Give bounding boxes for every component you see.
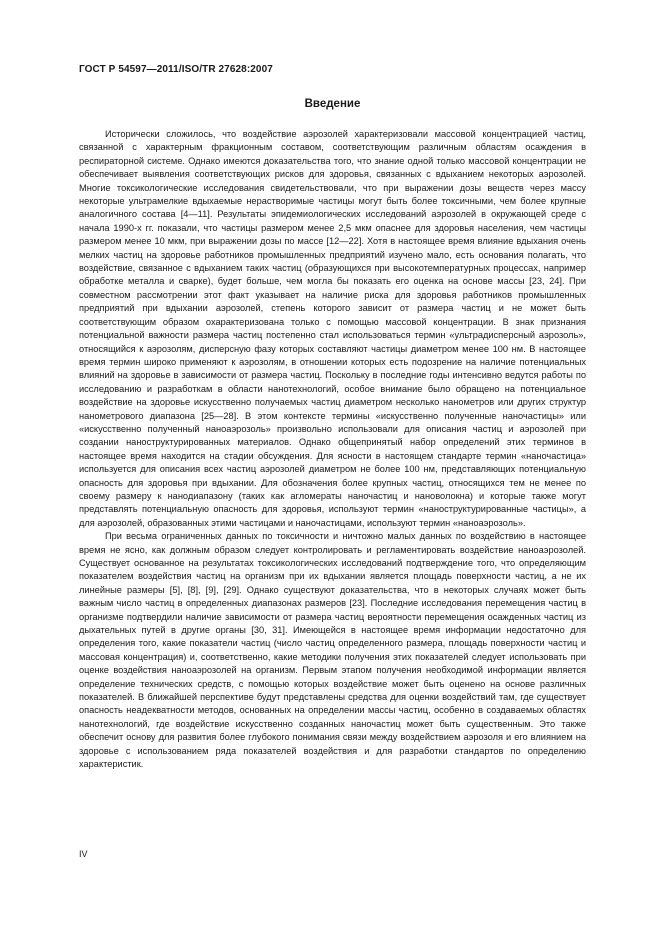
paragraph: При весьма ограниченных данных по токсичности и ничтожно малых данных по воздействию в настоящее время не ясно, как должным образом следует контролировать и регламентировать воздействие наноаэрозолей. Существует основанное на результатах токсикологических исследований подтверждение того, что определяющим показателем воздействия частиц на организм при их вдыхании является площадь поверхности частиц, а не их линейные размеры [5], [8], [9], [29]. Однако существуют доказательства, что в некоторых случаях может быть важным число частиц в определенных диапазонах размеров [23]. Последние исследования перемещения частиц в организме подтвердили наличие зависимости от размера частиц вероятности перемещения осажденных частиц из дыхательных путей в другие органы [30, 31]. Имеющейся в настоящее время информации недостаточно для определения того, какие показатели частиц (число частиц определенного размера, площадь поверхности частиц и массовая концентрация) и, соответственно, какие методики получения этих показателей следует использовать при оценке воздействия наноаэрозолей на организм. Первым этапом получения необходимой информации является определение технических средств, с помощью которых воздействие может быть оценено на основе различных показателей. В ближайшей перспективе будут представлены средства для оценки воздействий там, где существует опасность неадекватности методов, основанных на определении массы частиц, особенно в создаваемых областях нанотехнологий, где воздействие искусственно созданных наночастиц может быть существенным. Это также обеспечит основу для развития более глубокого понимания связи между воздействием аэрозоля и его влиянием на здоровье с использованием ряда показателей воздействия и для разработки стандартов по определению характеристик. bbox=[79, 531, 586, 770]
document-header: ГОСТ Р 54597—2011/ISO/TR 27628:2007 bbox=[79, 64, 273, 75]
body-text bbox=[79, 128, 586, 772]
paragraph: Исторически сложилось, что воздействие аэрозолей характеризовали массовой концентрацией частиц, связанной с характерным фракционным составом, соответствующим различным областям осаждения в респираторной системе. Однако имеются доказательства того, что знание одной только массовой концентрации не обеспечивает выявления соответствующих рисков для здоровья, связанных с вдыханием некоторых аэрозолей. Многие токсикологические исследования свидетельствовали, что при выражении дозы веществ через массу некоторые ультрамелкие вдыхаемые нерастворимые частицы могут быть более токсичными, чем более крупные аналогичного состава [4—11]. Результаты эпидемиологических исследований аэрозолей в окружающей среде с начала 1990-х гг. показали, что частицы размером менее 2,5 мкм опаснее для здоровья населения, чем частицы размером менее 10 мкм, при выражении дозы по массе [12—22]. Хотя в настоящее время влияние вдыхания очень мелких частиц на здоровье работников промышленных предприятий изучено мало, есть основания полагать, что воздействие, связанное с вдыханием таких частиц (образующихся при высокотемпературных процессах, например обработке металла и сварке), будет больше, чем могла бы показать его оценка на основе массы [23, 24]. При совместном рассмотрении этот факт указывает на наличие риска для здоровья работников промышленных предприятий при вдыхании аэрозолей, степень которого зависит от размера частиц и не может быть соответствующим образом охарактеризована только с помощью массовой концентрации. В знак признания потенциальной важности размера частиц постепенно стал использоваться термин «ультрадисперсный аэрозоль», относящийся к аэрозолям, дисперсную фазу которых составляют частицы диаметром менее 100 нм. В настоящее время термин широко применяют к аэрозолям, в отношении которых есть подозрение на наличие потенциальных влияний на здоровье в зависимости от размера частиц. Поскольку в последние годы интенсивно ведутся работы по исследованию и разработкам в области нанотехнологий, особое внимание было обращено на потенциальное воздействие на здоровье искусственно получаемых частиц диаметром несколько нанометров или других структур нанометрового диапазона [25—28]. В этом контексте термины «искусственно полученные наночастицы» или «искусственно полученный наноаэрозоль» произвольно использовали для описания частиц и аэрозолей при создании наноструктурированных материалов. Однако общепринятый набор определений этих терминов в настоящее время находится на стадии обсуждения. Для ясности в настоящем стандарте термин «наночастица» используется для описания всех частиц аэрозолей диаметром не более 100 нм, представляющих потенциальную опасность для здоровья при вдыхании. Для обозначения более крупных частиц, относящихся тем не менее по своему размеру к нанодиапазону (таких как агломераты наночастиц и нановолокна) и которые также могут представлять потенциальную опасность для здоровья, используют термин «наноструктурированные частицы», а для аэрозолей, образованных этими частицами и наночастицами, используют термин «наноаэрозоль». bbox=[79, 129, 586, 528]
section-title: Введение bbox=[304, 98, 361, 110]
page-number: IV bbox=[79, 849, 88, 859]
